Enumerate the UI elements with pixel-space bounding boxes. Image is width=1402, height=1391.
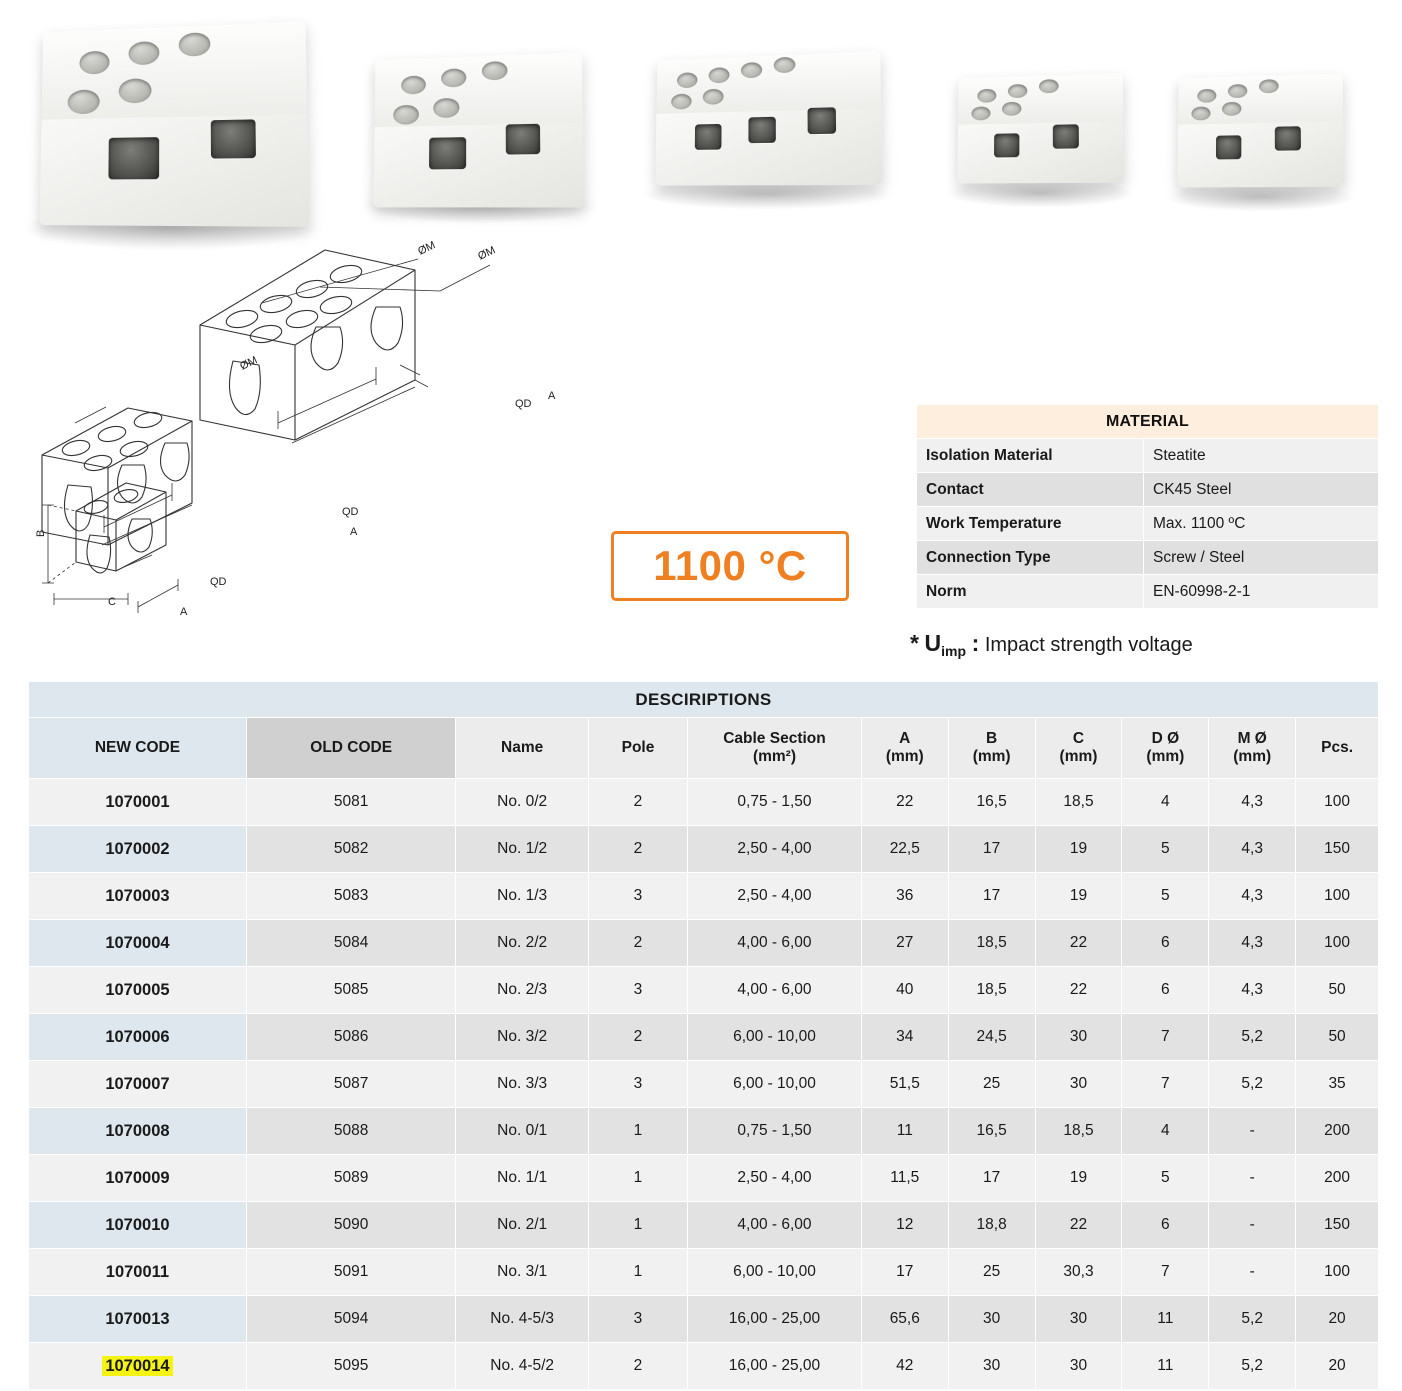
col-header-c <box>1035 718 1122 779</box>
cell-a: 36 <box>861 873 948 920</box>
table-row <box>29 826 1379 873</box>
table-row <box>29 1108 1379 1155</box>
cell-pcs: 20 <box>1296 1296 1379 1343</box>
material-row <box>917 507 1379 541</box>
cell-a: 22 <box>861 779 948 826</box>
cell-pole: 2 <box>588 826 687 873</box>
cell-d: 11 <box>1122 1343 1209 1390</box>
cell-old-code: 5087 <box>246 1061 456 1108</box>
cell-c: 30 <box>1035 1343 1122 1390</box>
label-b-small: B <box>35 529 47 537</box>
cell-pole: 3 <box>588 873 687 920</box>
cell-old-code: 5088 <box>246 1108 456 1155</box>
cable-slot <box>506 124 541 155</box>
cell-new-code: 1070006 <box>29 1014 247 1061</box>
col-header-new-code <box>29 718 247 779</box>
col-header-d-label: D Ø <box>1151 730 1180 748</box>
material-label-contact: Contact <box>917 473 1144 507</box>
cell-new-code: 1070010 <box>29 1202 247 1249</box>
table-header-row <box>29 718 1379 779</box>
cell-b: 17 <box>948 826 1035 873</box>
cell-pcs: 200 <box>1296 1108 1379 1155</box>
cell-m: - <box>1209 1249 1296 1296</box>
cell-cable-section: 6,00 - 10,00 <box>688 1014 862 1061</box>
cell-b: 18,5 <box>948 920 1035 967</box>
cell-c: 22 <box>1035 1202 1122 1249</box>
cell-cable-section: 2,50 - 4,00 <box>688 873 862 920</box>
cell-c: 30,3 <box>1035 1249 1122 1296</box>
cell-cable-section: 16,00 - 25,00 <box>688 1343 862 1390</box>
cell-b: 18,8 <box>948 1202 1035 1249</box>
cell-d: 6 <box>1122 920 1209 967</box>
table-title-row <box>29 682 1379 718</box>
table-row <box>29 967 1379 1014</box>
cell-old-code: 5090 <box>246 1202 456 1249</box>
cell-b: 25 <box>948 1061 1035 1108</box>
cell-m: 5,2 <box>1209 1296 1296 1343</box>
cell-old-code: 5084 <box>246 920 456 967</box>
cell-m: 4,3 <box>1209 826 1296 873</box>
cell-m: 5,2 <box>1209 1061 1296 1108</box>
cell-name: No. 1/3 <box>456 873 588 920</box>
cell-a: 40 <box>861 967 948 1014</box>
cell-pcs: 100 <box>1296 1249 1379 1296</box>
cell-cable-section: 4,00 - 6,00 <box>688 920 862 967</box>
cell-pcs: 150 <box>1296 1202 1379 1249</box>
cell-m: 4,3 <box>1209 967 1296 1014</box>
label-qd-large: QD <box>515 398 532 410</box>
label-m-medium: ØM <box>238 354 260 373</box>
cell-a: 17 <box>861 1249 948 1296</box>
col-header-c-unit: (mm) <box>1059 748 1098 765</box>
cell-a: 34 <box>861 1014 948 1061</box>
table-row <box>29 1155 1379 1202</box>
descriptions-table-wrapper <box>28 681 1379 1390</box>
cell-pcs: 20 <box>1296 1343 1379 1390</box>
cell-b: 16,5 <box>948 779 1035 826</box>
table-row <box>29 920 1379 967</box>
label-qd-small: QD <box>210 576 227 588</box>
table-row <box>29 1343 1379 1390</box>
table-row <box>29 1061 1379 1108</box>
cell-cable-section: 2,50 - 4,00 <box>688 826 862 873</box>
label-a-small: A <box>180 606 188 618</box>
cell-a: 11 <box>861 1108 948 1155</box>
cell-cable-section: 4,00 - 6,00 <box>688 967 862 1014</box>
material-label-isolation: Isolation Material <box>917 439 1144 473</box>
note-text: Impact strength voltage <box>984 634 1193 656</box>
col-header-a-label: A <box>899 730 911 748</box>
label-m-large: ØM <box>476 244 498 263</box>
col-header-m <box>1209 718 1296 779</box>
cell-c: 30 <box>1035 1296 1122 1343</box>
cell-name: No. 3/2 <box>456 1014 588 1061</box>
cell-name: No. 2/1 <box>456 1202 588 1249</box>
cell-pole: 1 <box>588 1155 687 1202</box>
product-photo-1 <box>39 21 309 227</box>
col-header-a-unit: (mm) <box>885 748 924 765</box>
product-photo-4 <box>957 73 1124 183</box>
cell-c: 30 <box>1035 1014 1122 1061</box>
material-value-connection-type: Screw / Steel <box>1144 541 1379 575</box>
col-header-old-code <box>246 718 456 779</box>
cell-new-code: 1070011 <box>29 1249 247 1296</box>
col-header-cable-section <box>688 718 862 779</box>
cell-a: 22,5 <box>861 826 948 873</box>
cell-c: 19 <box>1035 1155 1122 1202</box>
cell-m: 4,3 <box>1209 920 1296 967</box>
material-row <box>917 575 1379 609</box>
cable-slot <box>808 107 837 134</box>
cell-m: 5,2 <box>1209 1014 1296 1061</box>
drawing-medium <box>42 407 192 545</box>
label-m-large2: ØM <box>416 239 438 258</box>
material-label-norm: Norm <box>917 575 1144 609</box>
note-colon: : <box>971 630 980 656</box>
material-value-contact: CK45 Steel <box>1144 473 1379 507</box>
cell-m: 5,2 <box>1209 1343 1296 1390</box>
cell-pole: 2 <box>588 920 687 967</box>
cell-a: 51,5 <box>861 1061 948 1108</box>
material-header-row <box>917 405 1379 439</box>
cell-d: 6 <box>1122 1202 1209 1249</box>
cell-c: 22 <box>1035 920 1122 967</box>
material-value-norm: EN-60998-2-1 <box>1144 575 1379 609</box>
col-header-b <box>948 718 1035 779</box>
cell-name: No. 4-5/3 <box>456 1296 588 1343</box>
cell-cable-section: 0,75 - 1,50 <box>688 1108 862 1155</box>
cell-c: 18,5 <box>1035 779 1122 826</box>
cell-pole: 1 <box>588 1249 687 1296</box>
cable-slot <box>1275 126 1301 151</box>
table-row <box>29 1014 1379 1061</box>
cable-slot <box>108 137 159 179</box>
cell-b: 17 <box>948 1155 1035 1202</box>
material-label-work-temperature: Work Temperature <box>917 507 1144 541</box>
cell-pole: 1 <box>588 1202 687 1249</box>
cell-cable-section: 6,00 - 10,00 <box>688 1249 862 1296</box>
cell-d: 7 <box>1122 1014 1209 1061</box>
cell-pole: 3 <box>588 1296 687 1343</box>
label-a-large: A <box>548 390 556 402</box>
cell-b: 18,5 <box>948 967 1035 1014</box>
cell-pcs: 100 <box>1296 920 1379 967</box>
cell-cable-section: 6,00 - 10,00 <box>688 1061 862 1108</box>
label-c-small: C <box>108 596 116 608</box>
cell-b: 30 <box>948 1296 1035 1343</box>
cell-old-code: 5081 <box>246 779 456 826</box>
cell-pcs: 200 <box>1296 1155 1379 1202</box>
cell-new-code: 1070003 <box>29 873 247 920</box>
cell-pole: 2 <box>588 1014 687 1061</box>
table-row <box>29 779 1379 826</box>
cell-pole: 1 <box>588 1108 687 1155</box>
note-symbol: U <box>924 630 942 656</box>
table-body <box>29 779 1379 1390</box>
cell-pcs: 100 <box>1296 779 1379 826</box>
cell-old-code: 5095 <box>246 1343 456 1390</box>
cell-d: 4 <box>1122 779 1209 826</box>
cell-pole: 2 <box>588 1343 687 1390</box>
cable-slot <box>748 117 775 143</box>
col-header-a <box>861 718 948 779</box>
cell-new-code: 1070007 <box>29 1061 247 1108</box>
table-row <box>29 873 1379 920</box>
cell-old-code: 5082 <box>246 826 456 873</box>
note-subscript: imp <box>941 643 967 659</box>
cable-slot <box>429 137 466 169</box>
cell-d: 7 <box>1122 1249 1209 1296</box>
cell-cable-section: 0,75 - 1,50 <box>688 779 862 826</box>
cell-c: 30 <box>1035 1061 1122 1108</box>
col-header-pole <box>588 718 687 779</box>
technical-drawings <box>20 215 660 675</box>
col-header-pcs-label: Pcs. <box>1321 739 1354 757</box>
cell-new-code: 1070001 <box>29 779 247 826</box>
cell-pole: 3 <box>588 1061 687 1108</box>
cell-b: 24,5 <box>948 1014 1035 1061</box>
cell-name: No. 2/2 <box>456 920 588 967</box>
highlighted-code: 1070014 <box>102 1356 172 1376</box>
cell-new-code: 1070008 <box>29 1108 247 1155</box>
cell-m: - <box>1209 1108 1296 1155</box>
cell-new-code: 1070009 <box>29 1155 247 1202</box>
col-header-b-unit: (mm) <box>972 748 1011 765</box>
col-header-name <box>456 718 588 779</box>
col-header-c-label: C <box>1072 730 1085 748</box>
label-qd-medium: QD <box>342 506 359 518</box>
cell-m: - <box>1209 1202 1296 1249</box>
drawings-svg <box>20 215 660 675</box>
label-a-medium: A <box>350 526 358 538</box>
descriptions-table <box>28 681 1379 1390</box>
product-photo-2 <box>373 52 584 207</box>
cell-a: 12 <box>861 1202 948 1249</box>
material-value-work-temperature: Max. 1100 ºC <box>1144 507 1379 541</box>
cell-old-code: 5083 <box>246 873 456 920</box>
col-header-new-code-label: NEW CODE <box>94 739 181 757</box>
cell-c: 18,5 <box>1035 1108 1122 1155</box>
cell-a: 11,5 <box>861 1155 948 1202</box>
cell-m: 4,3 <box>1209 779 1296 826</box>
cell-d: 5 <box>1122 873 1209 920</box>
cell-name: No. 3/1 <box>456 1249 588 1296</box>
col-header-old-code-label: OLD CODE <box>310 739 393 757</box>
cell-c: 19 <box>1035 873 1122 920</box>
cell-name: No. 2/3 <box>456 967 588 1014</box>
cell-m: 4,3 <box>1209 873 1296 920</box>
cell-cable-section: 4,00 - 6,00 <box>688 1202 862 1249</box>
cell-new-code <box>29 1343 247 1390</box>
material-row <box>917 541 1379 575</box>
cable-slot <box>695 124 722 150</box>
col-header-d <box>1122 718 1209 779</box>
table-row <box>29 1202 1379 1249</box>
cable-slot <box>994 133 1019 157</box>
table-title: DESCIRIPTIONS <box>29 682 1379 718</box>
cell-b: 16,5 <box>948 1108 1035 1155</box>
cable-slot <box>211 119 256 158</box>
cell-new-code: 1070002 <box>29 826 247 873</box>
cell-name: No. 0/2 <box>456 779 588 826</box>
cell-name: No. 3/3 <box>456 1061 588 1108</box>
col-header-cable-section-label: Cable Section <box>723 730 826 748</box>
cell-d: 5 <box>1122 826 1209 873</box>
cell-name: No. 1/1 <box>456 1155 588 1202</box>
col-header-d-unit: (mm) <box>1146 748 1185 765</box>
material-row <box>917 473 1379 507</box>
product-photo-3 <box>655 51 882 185</box>
temperature-badge: 1100 °C <box>611 531 849 601</box>
cell-new-code: 1070013 <box>29 1296 247 1343</box>
cell-old-code: 5089 <box>246 1155 456 1202</box>
cable-slot <box>1053 124 1079 149</box>
col-header-m-label: M Ø <box>1237 730 1267 748</box>
cell-pcs: 150 <box>1296 826 1379 873</box>
cell-old-code: 5091 <box>246 1249 456 1296</box>
table-row <box>29 1249 1379 1296</box>
drawing-small <box>42 483 178 613</box>
cable-slot <box>1216 135 1241 159</box>
cell-pcs: 50 <box>1296 1014 1379 1061</box>
cell-b: 17 <box>948 873 1035 920</box>
cell-m: - <box>1209 1155 1296 1202</box>
material-table <box>916 404 1379 609</box>
cell-new-code: 1070005 <box>29 967 247 1014</box>
col-header-m-unit: (mm) <box>1233 748 1272 765</box>
cell-d: 7 <box>1122 1061 1209 1108</box>
cell-d: 4 <box>1122 1108 1209 1155</box>
cell-name: No. 1/2 <box>456 826 588 873</box>
cell-b: 25 <box>948 1249 1035 1296</box>
cell-d: 11 <box>1122 1296 1209 1343</box>
col-header-pole-label: Pole <box>621 739 655 757</box>
cell-d: 6 <box>1122 967 1209 1014</box>
cell-pcs: 35 <box>1296 1061 1379 1108</box>
col-header-cable-section-unit: (mm²) <box>752 748 796 765</box>
col-header-b-label: B <box>986 730 998 748</box>
material-row <box>917 439 1379 473</box>
drawing-large <box>200 250 490 443</box>
cell-new-code: 1070004 <box>29 920 247 967</box>
cell-d: 5 <box>1122 1155 1209 1202</box>
cell-a: 27 <box>861 920 948 967</box>
cell-a: 42 <box>861 1343 948 1390</box>
cell-cable-section: 2,50 - 4,00 <box>688 1155 862 1202</box>
cell-pole: 3 <box>588 967 687 1014</box>
table-row <box>29 1296 1379 1343</box>
cell-cable-section: 16,00 - 25,00 <box>688 1296 862 1343</box>
cell-old-code: 5094 <box>246 1296 456 1343</box>
cell-pcs: 100 <box>1296 873 1379 920</box>
col-header-pcs <box>1296 718 1379 779</box>
cell-old-code: 5086 <box>246 1014 456 1061</box>
cell-pcs: 50 <box>1296 967 1379 1014</box>
note-asterisk: * <box>910 630 919 656</box>
col-header-name-label: Name <box>501 739 544 757</box>
cell-name: No. 4-5/2 <box>456 1343 588 1390</box>
material-label-connection-type: Connection Type <box>917 541 1144 575</box>
cell-c: 22 <box>1035 967 1122 1014</box>
uimp-note <box>910 630 1193 659</box>
cell-name: No. 0/1 <box>456 1108 588 1155</box>
cell-b: 30 <box>948 1343 1035 1390</box>
cell-old-code: 5085 <box>246 967 456 1014</box>
cell-a: 65,6 <box>861 1296 948 1343</box>
product-photo-5 <box>1177 73 1344 187</box>
cell-pole: 2 <box>588 779 687 826</box>
cell-c: 19 <box>1035 826 1122 873</box>
material-value-isolation: Steatite <box>1144 439 1379 473</box>
material-header: MATERIAL <box>917 405 1379 439</box>
